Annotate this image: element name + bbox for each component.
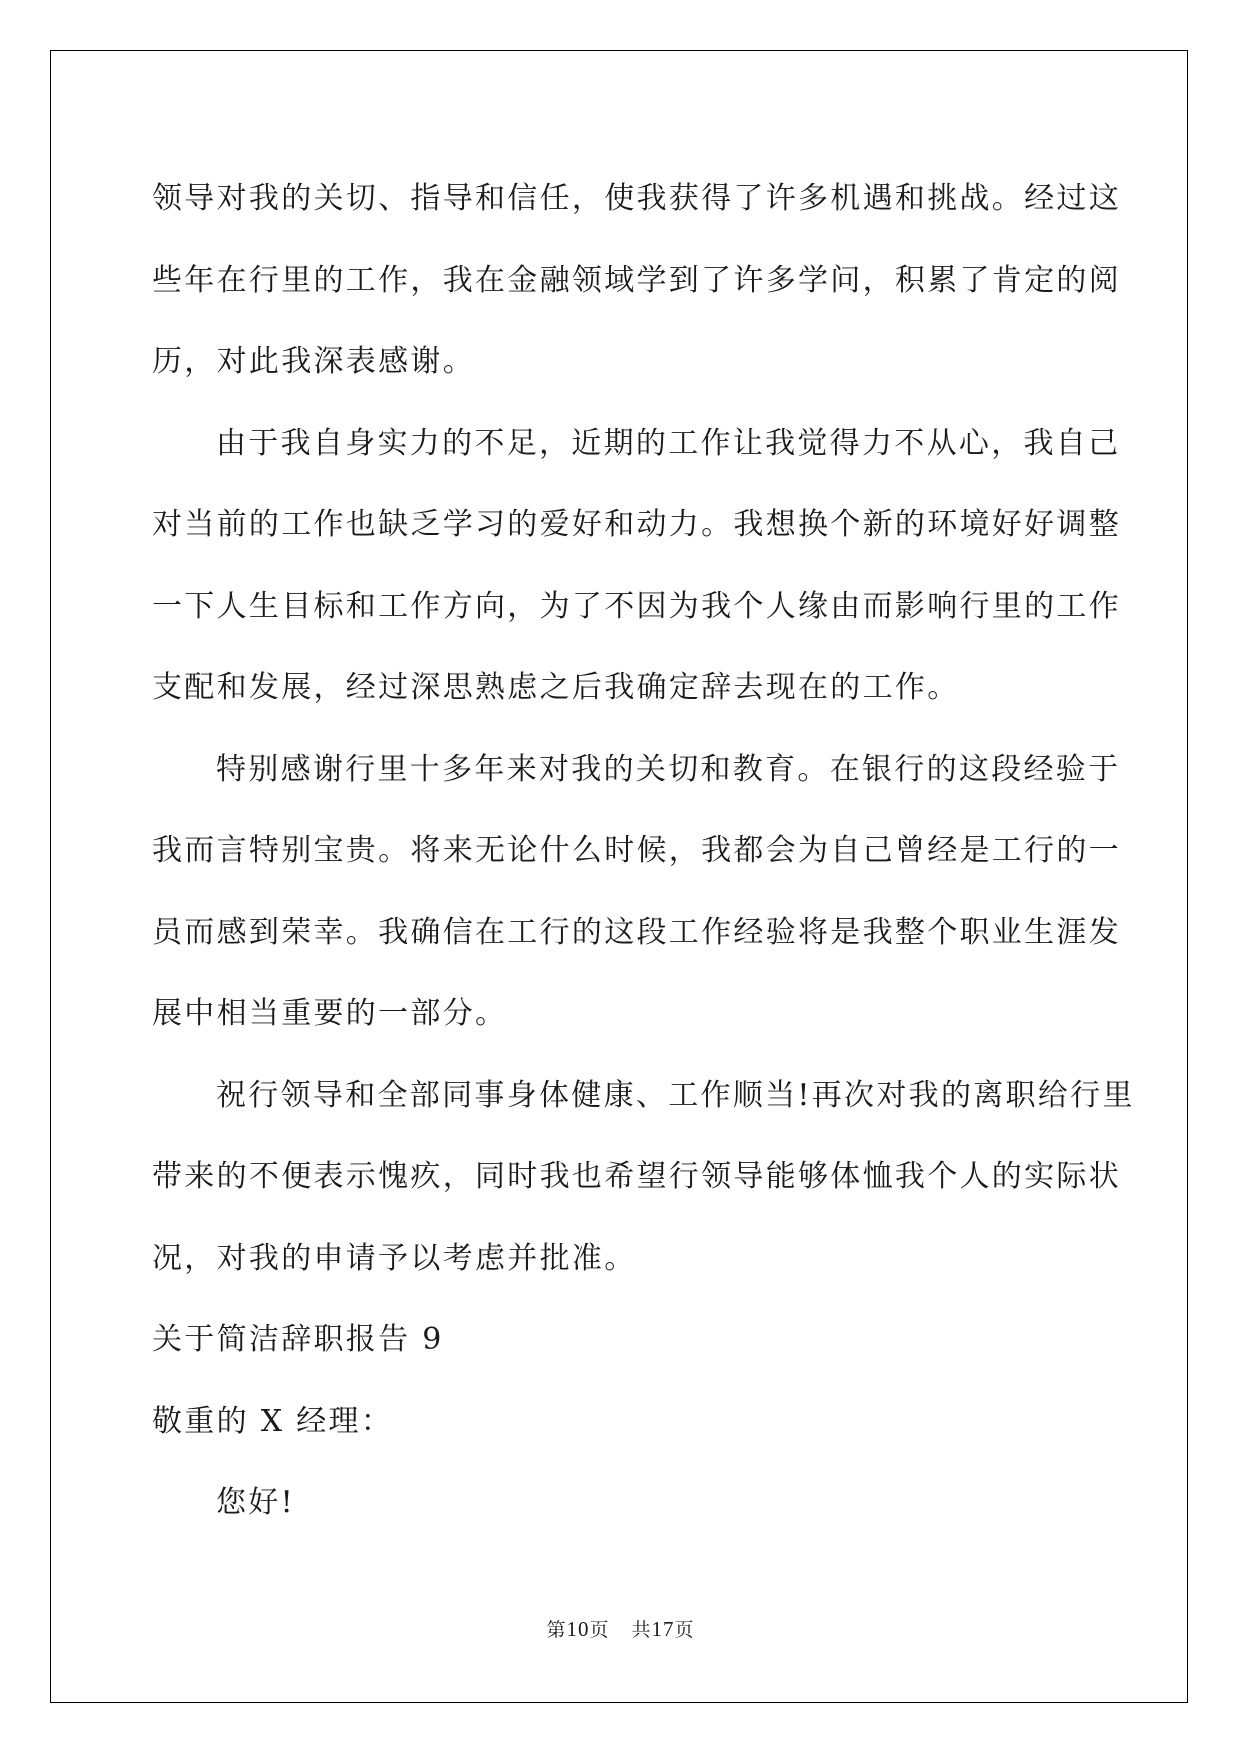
paragraph-gratitude — [152, 729, 1121, 1055]
document-body — [152, 158, 1135, 1544]
text-line: 对当前的工作也缺乏学习的爱好和动力。我想换个新的环境好好调整 — [152, 507, 1121, 542]
paragraph-reason — [152, 403, 1121, 729]
text-line: 展中相当重要的一部分。 — [152, 996, 508, 1031]
text-line: 历，对此我深表感谢。 — [152, 344, 475, 379]
text-line: 我而言特别宝贵。将来无论什么时候，我都会为自己曾经是工行的一 — [152, 833, 1121, 868]
paragraph-wishes — [152, 1055, 1135, 1300]
text-line: 况，对我的申请予以考虑并批准。 — [152, 1240, 637, 1276]
text-line: 员而感到荣幸。我确信在工行的这段工作经验将是我整个职业生涯发 — [152, 914, 1121, 950]
salutation: 敬重的 X 经理： — [152, 1403, 394, 1439]
text-line: 特别感谢行里十多年来对我的关切和教育。在银行的这段经验于 — [216, 751, 1121, 787]
page-label-prefix: 第 — [546, 1619, 567, 1641]
text-line: 些年在行里的工作，我在金融领域学到了许多学问，积累了肯定的阅 — [152, 262, 1121, 298]
total-label-suffix: 页 — [674, 1619, 695, 1641]
text-line: 支配和发展，经过深思熟虑之后我确定辞去现在的工作。 — [152, 670, 960, 705]
page-label-suffix: 页 — [589, 1619, 610, 1641]
greeting: 您好! — [216, 1485, 295, 1520]
text-line: 一下人生目标和工作方向，为了不因为我个人缘由而影响行里的工作 — [152, 588, 1121, 624]
total-pages-number: 17 — [651, 1617, 675, 1641]
section-heading: 关于简洁辞职报告 9 — [152, 1322, 444, 1357]
text-line: 领导对我的关切、指导和信任，使我获得了许多机遇和挑战。经过这 — [152, 181, 1121, 216]
text-line: 带来的不便表示愧疚，同时我也希望行领导能够体恤我个人的实际状 — [152, 1159, 1121, 1194]
paragraph-thanks — [152, 158, 1121, 403]
total-label-prefix: 共 — [631, 1619, 652, 1641]
page-footer — [0, 1615, 1241, 1642]
text-line: 由于我自身实力的不足，近期的工作让我觉得力不从心，我自己 — [216, 425, 1121, 461]
current-page-number: 10 — [566, 1617, 590, 1641]
text-line: 祝行领导和全部同事身体健康、工作顺当!再次对我的离职给行里 — [216, 1077, 1135, 1113]
